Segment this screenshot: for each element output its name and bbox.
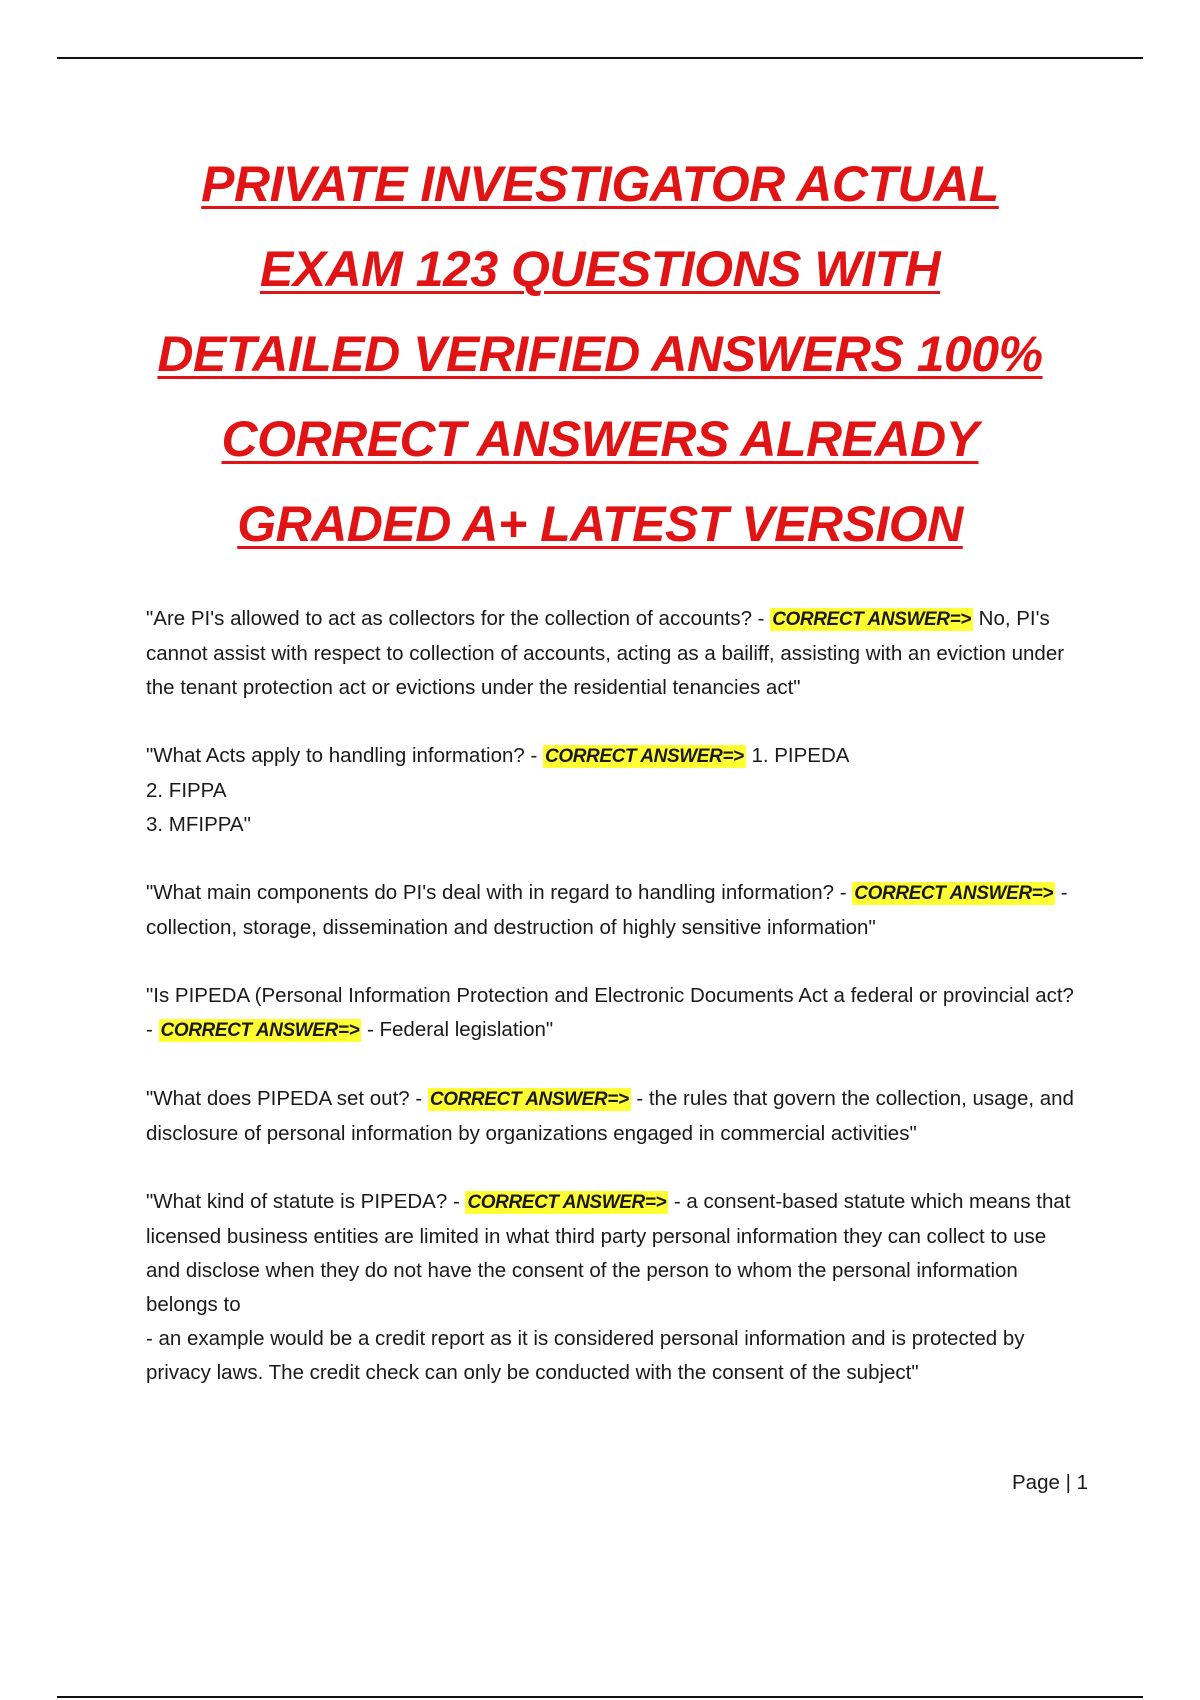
title-line: GRADED A+ LATEST VERSION bbox=[237, 496, 963, 552]
answer-label: CORRECT ANSWER=> bbox=[772, 609, 971, 630]
title-line: EXAM 123 QUESTIONS WITH bbox=[259, 241, 941, 297]
qa-item bbox=[146, 979, 1076, 1048]
footer-rule bbox=[57, 1696, 1143, 1698]
question-text: "What main components do PI's deal with in regard to handling information? - bbox=[146, 881, 853, 904]
answer-text: - the rules that govern the collection, usage, and disclosure of personal information by organizations engaged in commercial activities" bbox=[146, 1087, 1074, 1145]
answer-label: CORRECT ANSWER=> bbox=[429, 1089, 629, 1110]
qa-item bbox=[146, 602, 1076, 705]
qa-list bbox=[146, 602, 1076, 1424]
question-text: "What Acts apply to handling information? - bbox=[146, 744, 543, 767]
answer-extra-line: 2. FIPPA bbox=[146, 779, 227, 802]
answer-label: CORRECT ANSWER=> bbox=[545, 746, 744, 767]
document-title bbox=[100, 142, 1100, 567]
question-text: "What does PIPEDA set out? - bbox=[146, 1087, 428, 1110]
answer-text: - collection, storage, dissemination and destruction of highly sensitive information" bbox=[146, 881, 1068, 939]
qa-item bbox=[146, 739, 1076, 842]
answer-text: - Federal legislation" bbox=[361, 1018, 554, 1041]
qa-item bbox=[146, 1185, 1076, 1390]
question-text: "Is PIPEDA (Personal Information Protection and Electronic Documents Act a federal or provincial act? - bbox=[146, 984, 1074, 1041]
answer-text: - a consent-based statute which means that licensed business entities are limited in what third party personal information they can collect to use and disclose when they do not have the consent of the person to whom the personal information belongs to bbox=[146, 1190, 1071, 1316]
answer-text: 1. PIPEDA bbox=[745, 744, 850, 767]
answer-label: CORRECT ANSWER=> bbox=[160, 1020, 360, 1041]
question-text: "What kind of statute is PIPEDA? - bbox=[146, 1190, 466, 1213]
qa-item bbox=[146, 876, 1076, 945]
answer-extra-line: - an example would be a credit report as it is considered personal information and is protected by privacy laws. The credit check can only be conducted with the consent of the subject" bbox=[146, 1327, 1025, 1384]
title-line: DETAILED VERIFIED ANSWERS 100% bbox=[157, 326, 1043, 382]
header-rule bbox=[57, 57, 1143, 59]
answer-label: CORRECT ANSWER=> bbox=[467, 1192, 667, 1213]
answer-label: CORRECT ANSWER=> bbox=[854, 883, 1054, 904]
question-text: "Are PI's allowed to act as collectors for the collection of accounts? - bbox=[146, 607, 771, 630]
title-line: PRIVATE INVESTIGATOR ACTUAL bbox=[201, 156, 999, 212]
answer-extra-line: 3. MFIPPA" bbox=[146, 813, 251, 836]
qa-item bbox=[146, 1082, 1076, 1151]
page-number: Page | 1 bbox=[1012, 1471, 1088, 1494]
title-line: CORRECT ANSWERS ALREADY bbox=[221, 411, 979, 467]
answer-text: No, PI's cannot assist with respect to collection of accounts, acting as a bailiff, assisting with an eviction under the tenant protection act or evictions under the residential tenancies act" bbox=[146, 607, 1065, 699]
